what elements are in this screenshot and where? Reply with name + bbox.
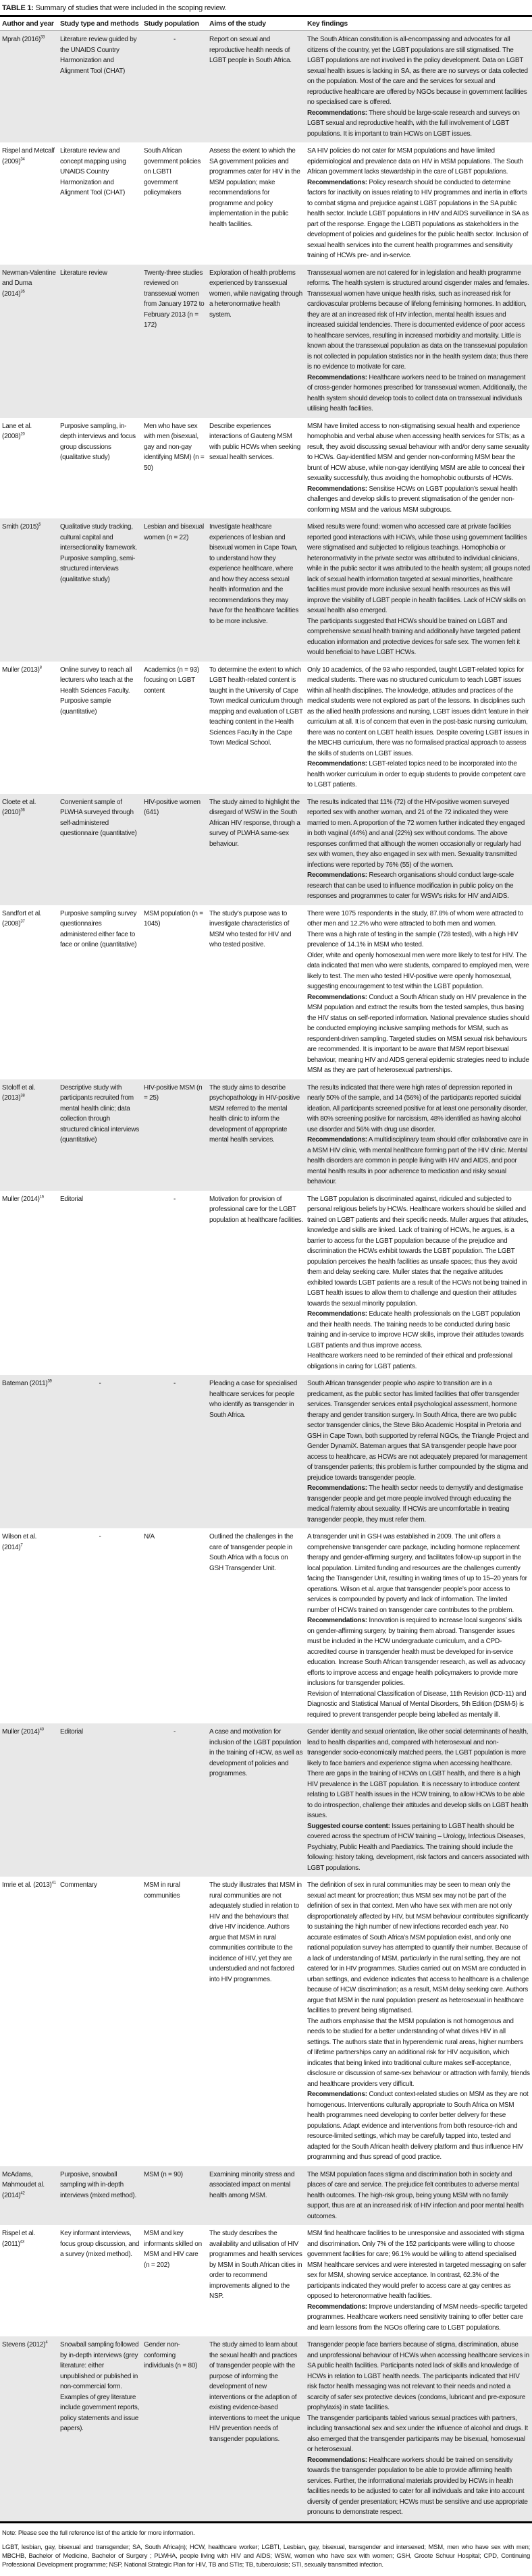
reference-number: 40 [39,1727,44,1732]
author-cell [0,1375,58,1528]
author-cell [0,794,58,905]
reference-number: 43 [20,2240,24,2245]
finding-paragraph [307,2413,530,2455]
recommendation-paragraph [307,373,530,414]
study-type-cell: Commentary [60,1881,97,1889]
study-population-cell: HIV-positive women (641) [142,794,207,905]
recommendation-label: Recommendations: [307,993,367,1001]
author-cell [0,265,58,418]
recommendation-label: Recommendations: [307,485,367,493]
recommendation-label: Recommendations: [307,178,367,186]
finding-text: MSM have limited access to non-stigmatising sexual health and experience homophobia and verbal abuse when accessing health services for STIs; as a result, they avoid discussing sexual behaviour with and/or deny same sexuality to HCWs. Gay-identified MSM and gender non-conforming MSM bear the brunt of HCW abuse, while non-gay identifying MSM are able to conceal their sexuality successfully, thus avoiding the homophobic outbursts of HCWs. [307,422,530,482]
reference-number: 33 [41,35,45,40]
aims-cell: The study illustrates that MSM in rural communities are not adequately studied in relation to HIV and the behaviours that drive HIV incidence. Authors argue that MSM in rural communities contribute to the incidence of HIV, yet they are understudied and not factored into HIV programmes. [209,1881,302,1983]
study-type-cell: Editorial [60,1195,83,1203]
aims-cell: Report on sexual and reproductive health needs of LGBT people in South Africa. [207,31,305,143]
key-findings-cell [305,662,532,794]
key-findings-cell [305,794,532,905]
studies-table [0,15,532,2523]
aims-cell: The study aims to describe psychopathology in HIV-positive MSM referred to the mental health clinic to inform the development of appropriate mental health services. [207,1079,305,1191]
finding-text: The results indicated that 11% (72) of the HIV-positive women surveyed reported sex with another woman, and 21 of the 72 indicated they were married to men. A proportion of the 72 women further indicated they engaged in both vaginal (44%) and anal (22%) sex without condoms. The above responses confirmed that although the women occasionally or regularly had sex with women, they also engaged in sex with men. Sexuality transmitted infections were reported by 76% (55) of the women. [307,798,525,869]
key-findings-cell [305,2166,532,2226]
study-type-cell: - [99,1533,101,1540]
aims-cell: Assess the extent to which the SA government policies and programmes cater for HIV in the MSM population; make recommendations for programme and policy implementation in the public health facilities. [209,147,300,228]
aims-cell: The study aimed to learn about the sexual health and practices of transgender people with the purpose of informing the development of new interventions or the adaption of existing evidence-based interventions to meet the unique HIV prevention needs of transgender populations. [207,2336,305,2522]
study-population-cell: - [173,1195,176,1203]
finding-paragraph [307,2340,530,2413]
reference-number: 38 [20,1094,25,1098]
study-population-cell: - [142,31,207,143]
author-year: Muller (2013) [2,666,40,674]
author-cell [0,1528,58,1723]
table-row [0,31,532,143]
study-population-cell: MSM in rural communities [144,1881,180,1900]
study-population-cell: South African government policies on LGBTI government policymakers [144,147,201,196]
finding-text: The health sector needs to demystify and destigmatise transgender people and get more people involved through educating the medical fraternity about sexuality. If HCWs are uncomfortable in treating transgender people, they must refer them. [307,1484,523,1524]
finding-paragraph [307,1727,530,1821]
table-row [0,1191,532,1376]
author-year: Rispel et al. (2011) [2,2230,35,2248]
study-population-cell: - [142,1375,207,1528]
finding-text: Healthcare workers need to be reminded of their ethical and professional obligations in caring for LGBT patients. [307,1352,512,1370]
key-findings-cell [305,31,532,143]
recommendation-label: Suggested course content: [307,1822,390,1830]
finding-paragraph [307,2170,530,2222]
study-population-cell: Twenty-three studies reviewed on transsexual women from January 1972 to February 2013 (n = 172) [142,265,207,418]
author-year: Sandfort et al. (2008) [2,909,42,928]
key-findings-cell [305,1723,532,1877]
finding-paragraph [307,1194,530,1310]
finding-paragraph [307,2228,530,2302]
finding-text: SA HIV policies do not cater for MSM populations and have limited epidemiological and prevalence data on HIV in MSM populations. The South African government lacks stewardship in the care of LGBT populations. [307,147,523,176]
study-population-cell: Gender non-conforming individuals (n = 80) [142,2336,207,2522]
table-caption-text: Summary of studies that were included in the scoping review. [35,4,227,12]
aims-cell: Describe experiences interactions of Gauteng MSM with public HCWs when seeking sexual health services. [209,422,301,461]
study-population-cell: HIV-positive MSM (n = 25) [142,1079,207,1191]
recommendation-paragraph [307,178,530,261]
recommendation-label: Recommendations: [307,2303,367,2311]
study-type-cell: Literature review [58,265,142,418]
reference-number: 4 [45,2340,48,2345]
finding-text: LGBT-related topics need to be incorporated into the health worker curriculum in order to equip students to provide competent care to LGBT patients. [307,760,526,788]
header-findings: Key findings [305,16,532,31]
reference-number: 7 [20,1543,23,1548]
table-row [0,1723,532,1877]
recommendation-paragraph [307,1821,530,1874]
finding-text: Innovation is required to increase local surgeons’ skills on gender-affirming surgery, by training them abroad. Transgender issues must be included in the HCW undergraduate curriculum, and a CPD-accredited course in transgender health must be developed for in-service education. Increase South African transgender research, as well as advocacy efforts to improve access and engage health policymakers to provide more inclusions for transgender policies. [307,1617,526,1687]
key-findings-cell [305,1877,532,2166]
recommendation-paragraph [307,1135,530,1187]
study-type-cell: Purposive, snowball sampling with in-depth interviews (mixed method). [58,2166,142,2226]
author-year: Stoloff et al. (2013) [2,1083,36,1102]
recommendation-paragraph [307,870,530,902]
study-population-cell: Academics (n = 93) focusing on LGBT content [144,666,199,695]
finding-text: The participants suggested that HCWs should be trained on LGBT and comprehensive sexual health training and additionally have targeted patient education information and protective devices for safe sex. The women felt it would beneficial to have LGBT HCWs. [307,617,521,656]
recommendation-label: Recommendations: [307,109,367,117]
recommendation-paragraph [307,1309,530,1351]
finding-text: The definition of sex in rural communities may be seen to mean only the sexual act meant for procreation; thus MSM sex may not be part of the definition of sex in that context. Men who have sex with men are not only disproportionately affected by HIV, but MSM behaviour contributes significantly to sustaining the high number of new infections recorded each year. No accurate estimates of South Africa’s MSM population exist, and only one national population survey has attempted to quantify their number. Because of a lack of understanding of MSM, particularly in the rural setting, they are not catered for in HIV programmes. Studies carried out on MSM are conducted in urban settings, and evidence indicates that access to healthcare is a challenge because of HCW discrimination; as a result, MSM delay seeking care. Authors argue that MSM in the rural population present as heterosexual in healthcare facilities to prevent being stigmatised. [307,1881,529,2014]
table-row [0,1079,532,1191]
recommendation-label: Recommendations: [307,2456,367,2464]
reference-number: 8 [39,666,42,670]
table-caption-label: TABLE 1: [2,4,34,12]
header-population: Study population [142,16,207,31]
abbreviations: LGBT, lesbian, gay, bisexual and transgender; SA, South Africa(n); HCW, healthcare worker; LGBTI, Lesbian, gay, bisexual, transgender and intersexed; MSM, men who have sex with men; MBCHB, Bachelor of Medicine, Bachelor of Surgery ; PLWHA, people living with HIV and AIDS; WSW, women who have sex with women; GSH, Groote Schuur Hospital; CPD, Continuing Professional Development programme; NSP, National Strategic Plan for HIV, TB and STIs; TB, tuberculosis; STI, sexually transmitted infection. [2,2543,530,2569]
finding-text: Healthcare workers should be trained on sensitivity towards the transgender population to be able to provide affirming health services. Further, the informational materials provided by HCWs in health facilities needs to be adjusted to cater for all individuals and take into account diversity of gender presentation; HCWs must be sensitive and use appropriate pronouns to demonstrate respect. [307,2456,528,2516]
author-year: Bateman (2011) [2,1380,48,1387]
recommendation-paragraph [307,2302,530,2334]
recommendation-paragraph [307,1615,530,1689]
reference-number: 35 [20,290,25,294]
table-row [0,1528,532,1723]
study-type-cell: Convenient sample of PLWHA surveyed through self-administered questionnaire (quantitative) [58,794,142,905]
author-year: Stevens (2012) [2,2341,46,2349]
finding-paragraph [307,522,530,616]
table-row [0,142,532,265]
author-year: Mprah (2016) [2,36,41,43]
finding-paragraph [307,289,530,373]
author-year: McAdams, Mahmoudet al. (2014) [2,2170,45,2199]
key-findings-cell [305,142,532,265]
author-year: Cloete et al. (2010) [2,798,36,816]
key-findings-cell [305,1191,532,1376]
finding-text: Transsexual women have unique health risks, such as increased risk for cardiovascular problems because of lifelong feminising hormones. In addition, they are at an increased risk of HIV infection, mental health issues and increased suicidal tendencies. There is documented evidence of poor access to healthcare services, resulting in increased morbidity and mortality. Little is known about the transsexual population as data on the transsexual population is not collected in population statistics nor in the health system data; thus there is no evidence to motivate for care. [307,290,529,371]
header-aims: Aims of the study [207,16,305,31]
table-row [0,518,532,662]
author-year: Wilson et al. (2014) [2,1533,37,1551]
study-type-cell: Literature review and concept mapping using UNAIDS Country Harmonization and Alignment Tool (CHAT) [60,147,126,196]
key-findings-cell [305,2336,532,2522]
author-year: Lane et al. (2008) [2,422,32,440]
study-type-cell: Descriptive study with participants recruited from mental health clinic; data collection through structured clinical interviews (quantitative) [58,1079,142,1191]
table-row [0,794,532,905]
recommendation-paragraph [307,2455,530,2518]
study-type-cell: Purposive sampling survey questionnaires administered either face to face or online (quantitative) [60,909,137,948]
reference-number: 16 [39,1195,44,1200]
finding-paragraph [307,616,530,658]
finding-text: The transgender participants tabled various sexual practices with partners, including transactional sex and sex under the influence of alcohol and drugs. It also emerged that the transgender participants may be bisexual, homosexual or heterosexual. [307,2414,528,2453]
recommendation-paragraph [307,2089,530,2163]
finding-paragraph [307,146,530,178]
reference-number: 36 [20,808,25,813]
author-year: Muller (2014) [2,1195,40,1203]
study-type-cell: Key informant interviews, focus group discussion, and a survey (mixed method). [60,2230,140,2258]
author-cell [0,518,58,662]
aims-cell: Motivation for provision of professional care for the LGBT population at healthcare facilities. [209,1195,303,1224]
recommendation-label: Recommendations: [307,2091,367,2098]
study-type-cell: - [58,1375,142,1528]
finding-text: Gender identity and sexual orientation, like other social determinants of health, lead to health disparities and, compared with heterosexual and non-transgender socio-economically matched peers, the LGBT population is more likely to face barriers and experience stigma when accessing healthcare. There are gaps in the training of HCWs on LGBT health, and there is a high HIV prevalence in the LGBT population. It is necessary to introduce content relating to LGBT health issues in the HCW training, to allow HCWs to be able to do introspection, challenge their attitudes and develop skills on LGBT health issues. [307,1728,529,1819]
finding-text: A transgender unit in GSH was established in 2009. The unit offers a comprehensive transgender care package, including hormone replacement therapy and gender-affirming surgery, and facilitates follow-up support in the local population. Limited funding and resources are the challenges currently facing the Transgender Unit, resulting in waiting times of up to 15–20 years for operations. Wilson et al. argue that transgender people’s poor access to services is compounded by poverty and lack of information. The limited number of HCWs trained on transgender care contributes to the problem. [307,1533,527,1614]
finding-text: Transgender people face barriers because of stigma, discrimination, abuse and unprofessional behaviour of HCWs when accessing healthcare services in SA public health facilities. Participants noted lack of skills and knowledge of HCWs in relation to LGBT health needs. The participants indicated that HIV risk factor health messaging was not relevant to their needs and noted a scarcity of safer sex protective devices (condoms, lubricant and pre-exposure prophylaxis) in state facilities. [307,2341,529,2411]
author-cell [0,1079,58,1191]
author-cell [0,2225,58,2336]
key-findings-cell [305,2225,532,2336]
study-population-cell: Men who have sex with men (bisexual, gay and non-gay identifying MSM) (n = 50) [144,422,205,472]
author-cell [0,905,58,1079]
author-cell [0,1877,58,2166]
finding-paragraph [307,1351,530,1372]
recommendation-label: Recommendations: [307,760,367,768]
recommendation-label: Recommendations: [307,1617,367,1624]
finding-text: Sensitise HCWs on LGBT population’s sexual health challenges and develop skills to prevent stigmatisation of the gender non-conforming MSM and the various MSM subgroups. [307,485,518,514]
study-population-cell: MSM and key informants skilled on MSM and HIV care (n = 202) [144,2230,202,2269]
table-row [0,418,532,519]
finding-text: A multidisciplinary team should offer collaborative care in a MSM HIV clinic, with mental healthcare forming part of the HIV clinic. Mental health disorders are common in people living with HIV and AIDS, and poor mental health results in poor adherence to medication and risky sexual behaviour. [307,1136,529,1185]
finding-text: There were 1075 respondents in the study, 87.8% of whom were attracted to other men and 12.2% who were attracted to both men and women. [307,909,524,928]
table-note: Note: Please see the full reference list of the article for more information. [2,2529,195,2537]
author-year: Smith (2015) [2,523,39,531]
finding-text: MSM find healthcare facilities to be unresponsive and associated with stigma and discrimination. Only 7% of the 152 participants were willing to choose government facilities for care; 96.1% would be willing to attend specialised MSM healthcare services and were interested in targeted messaging on safer sex for MSM, showing service acceptance. In contrast, 62.3% of the participants indicated they would prefer to access care at gay centres as opposed to heteronormative health facilities. [307,2230,527,2300]
aims-cell: The study describes the availability and utilisation of HIV programmes and health services by MSM in South African cities in order to recommend improvements aligned to the NSP. [209,2230,302,2300]
recommendation-label: Recommendations: [307,1484,367,1492]
finding-text: Healthcare workers need to be trained on management of cross-gender hormones prescribed for transsexual women. Additionally, the health system should develop tools to collect data on transsexual individuals utilising health facilities. [307,373,527,412]
finding-text: The authors emphasise that the MSM population is not homogenous and needs to be studied for a better understanding of what drives HIV in all settings. The authors state that in hyperendemic rural areas, higher numbers of lifetime partnerships carry an additional risk for HIV acquisition, which indicates that being linked into traditional culture makes self-acceptance, disclosure or discussion of same-sex behaviour or attraction with family, friends and healthcare providers very difficult. [307,2017,530,2088]
aims-cell: Pleading a case for specialised healthcare services for people who identify as transgender in South Africa. [207,1375,305,1528]
finding-paragraph [307,1532,530,1615]
finding-text: Revision of International Classification of Disease, 11th Revision (ICD-11) and Diagnostic and Statistical Manual of Mental Disorders, 5th Edition (DSM-5) is required to prevent transgender people being labelled as mentally ill. [307,1690,527,1719]
author-year: Rispel and Metcalf (2009) [2,147,55,165]
finding-text: South African transgender people who aspire to transition are in a predicament, as the public sector has limited facilities that offer transgender services. Transgender services entail psychological assessment, hormone therapy and gender transition surgery. In South Africa, there are two public sector transgender clinics, the Steve Biko Academic Hospital in Pretoria and GSH in Cape Town, both supported by referral NGOs, the Triangle Project and Gender DynamiX. Bateman argues that SA transgender people have poor access to healthcare, as HCWs are not adequately prepared for management of transgender patients; this problem is further compounded by the stigma and prejudice towards transgender people. [307,1380,529,1482]
finding-text: There should be large-scale research and surveys on LGBT sexual and reproductive health, with the full involvement of LGBT populations. It is important to train HCWs on LGBT issues. [307,109,520,138]
recommendation-paragraph [307,1483,530,1525]
table-row [0,662,532,794]
finding-text: The South African constitution is all-encompassing and advocates for all citizens of the country, yet the LGBT populations are still stigmatised. The LGBT populations are not involved in the policy development. Data on LGBT sexual health issues is lacking in SA, as there are no surveys or data collected on the population. Most of the care and the services for sexual and reproductive healthcare are offered by NGOs because in government facilities no specialised care is offered. [307,36,528,106]
table-row [0,265,532,418]
table-row [0,1375,532,1528]
finding-text: Conduct a South African study on HIV prevalence in the MSM population and extract the results from the tested samples, thus basing the HIV status on self-reported information. National prevalence studies should be conducted employing inclusive sampling methods for MSM, such as respondent-driven sampling. Targeted studies on MSM sexual risk behaviours are recommended. It is important to be aware that MSM report bisexual behaviour, meaning HIV and AIDS general epidemic strategies need to include MSM as they are part of heterosexual partnerships. [307,993,529,1074]
study-type-cell: Snowball sampling followed by in-depth interviews (grey literature: either unpublished or published in non-commercial form. Examples of grey literature include government reports, policy statements and issue papers). [58,2336,142,2522]
author-cell [0,31,58,143]
reference-number: 34 [20,157,25,162]
key-findings-cell [305,518,532,662]
finding-paragraph [307,950,530,992]
author-year: Muller (2014) [2,1728,40,1736]
aims-cell: Investigate healthcare experiences of lesbian and bisexual women in Cape Town, to understand how they experience healthcare, where and how they access sexual health information and the recommendations they may have for the healthcare facilities to be more inclusive. [207,518,305,662]
recommendation-label: Recommendations: [307,871,367,879]
finding-paragraph [307,1689,530,1721]
finding-text: Only 10 academics, of the 93 who responded, taught LGBT-related topics for medical students. There was no structured curriculum to teach LGBT issues within all health disciplines. The knowledge, attitudes and practices of the medical students were not explored as part of the lessons. In disciplines such as the allied health professions and nursing, LGBT issues didn’t feature in their curriculum at all. It is of concern that even in the post-basic nursing curriculum, there was no content on LGBT health issues. Despite covering LGBT issues in the MBCHB curriculum, there was no formalised practical approach to assess the skills of students on LGBT issues. [307,666,529,757]
recommendation-label: Recommendations: [307,373,367,381]
key-findings-cell [305,418,532,519]
author-cell [0,418,58,519]
finding-text: Educate health professionals on the LGBT population and their health needs. The training needs to be conducted during basic training and in-service to improve HCW skills, improve their attitudes towards LGBT patients and thus improve access. [307,1310,524,1349]
aims-cell: To determine the extent to which LGBT health-related content is taught in the University of Cape Town medical curriculum through mapping and evaluation of LGBT teaching content in the Health Sciences Faculty in the Cape Town Medical School. [209,666,303,747]
table-row [0,2336,532,2522]
aims-cell: Outlined the challenges in the care of transgender people in South Africa with a focus on GSH Transgender Unit. [209,1533,294,1572]
finding-text: Improve understanding of MSM needs–specific targeted programmes. Healthcare workers need sensitivity training to offer better care and learn lessons from the NGOs offering care to LGBT populations. [307,2303,528,2332]
author-cell [0,1723,58,1877]
study-population-cell: - [142,1723,207,1877]
study-population-cell: N/A [144,1533,155,1540]
finding-paragraph [307,421,530,484]
study-population-cell: MSM (n = 90) [142,2166,207,2226]
finding-paragraph [307,797,530,871]
table-body [0,31,532,2523]
recommendation-label: Recommendations: [307,1136,367,1144]
key-findings-cell [305,1528,532,1723]
author-cell [0,662,58,794]
study-type-cell: Literature review guided by the UNAIDS Country Harmonization and Alignment Tool (CHAT) [58,31,142,143]
recommendation-label: Recommendations: [307,1310,367,1318]
aims-cell: Exploration of health problems experienced by transsexual women, while navigating through a heteronormative health system. [207,265,305,418]
header-study-type: Study type and methods [58,16,142,31]
author-cell [0,142,58,265]
reference-number: 41 [51,1881,56,1885]
table-row [0,1877,532,2166]
table-caption [0,0,532,15]
recommendation-paragraph [307,484,530,516]
author-cell [0,2166,58,2226]
finding-text: Policy research should be conducted to determine factors for inactivity on issues relating to HIV programmes and inertia in efforts to combat stigma and prejudice against LGBT populations in the SA public health sector. Include LGBT populations in HIV and AIDS surveillance in SA as part of the response. Engage the LGBTI populations as stakeholders in the development of policies and guidelines for the public health sector. Inclusion of sexual health services into the current health programmes and sensitivity training of HCWs pre- and in-service. [307,178,529,259]
key-findings-cell [305,905,532,1079]
finding-text: Mixed results were found: women who accessed care at private facilities reported good interactions with HCWs, while those using government facilities were stigmatised and subjected to religious teachings. Homophobia or heteronormativity in the private sector was attributed to individual clinicians, while in the public sector it was attributed to the health system; all groups noted lack of sexual health information targeted at sexual minorities, healthcare facilities must provide more inclusive sexual health resources as this will improve the visibility of LGBT people in health facilities. Lack of HCW skills on sexual health also emerged. [307,523,530,614]
table-row [0,2166,532,2226]
aims-cell: The study’s purpose was to investigate characteristics of MSM who tested for HIV and who tested positive. [209,909,292,948]
aims-cell: A case and motivation for inclusion of the LGBT population in the training of HCW, as well as development of policies and programmes. [207,1723,305,1877]
reference-number: 37 [20,919,25,924]
study-type-cell: Editorial [58,1723,142,1877]
aims-cell: The study aimed to highlight the disregard of WSW in the South African HIV response, through a survey of PLWHA same-sex behaviour. [207,794,305,905]
table-row [0,2225,532,2336]
reference-number: 42 [20,2191,25,2196]
finding-text: The results indicated that there were high rates of depression reported in nearly 50% of the sample, and 14 (56%) of the participants reported suicidal ideation. All participants screened positive for at least one personality disorder, with 80% screening positive for narcissism, 48% identified as having alcohol use disorder and 56% with drug use disorder. [307,1083,528,1133]
finding-paragraph [307,665,530,759]
finding-text: Issues pertaining to LGBT health should be covered across the spectrum of HCW training – Urology, Infectious Diseases, Psychiatry, Public Health and Paediatrics. The training should include the following: history taking, development, risk factors and cancers associated with LGBT populations. [307,1822,529,1872]
finding-text: Older, white and openly homosexual men were more likely to test for HIV. The data indicated that men who were students, compared to employed men, were likely to test. The men who tested HIV-positive were openly homosexual, suggesting encouragement to test within the LGBT population. [307,951,529,990]
reference-number: 5 [38,522,41,527]
finding-paragraph [307,1083,530,1135]
finding-text: Research organisations should conduct large-scale research that can be used to influence modification in public policy on the responses and programmes to cater for WSW’s risks for HIV and AIDS. [307,871,514,900]
finding-paragraph [307,268,530,289]
finding-text: Transsexual women are not catered for in legislation and health programme reforms. The health system is structured around cisgender males and females. [307,269,529,287]
aims-cell: Examining minority stress and associated impact on mental health among MSM. [207,2166,305,2226]
author-cell [0,1191,58,1376]
finding-paragraph [307,930,530,950]
finding-paragraph [307,34,530,108]
recommendation-paragraph [307,992,530,1076]
author-cell [0,2336,58,2522]
reference-number: 20 [20,432,25,437]
finding-text: Conduct context-related studies on MSM as they are not homogenous. Interventions culturally appropriate to South Africa on MSM health programmes need developing to confer better delivery for these populations. Adapt evidence and interventions from both resource-rich and resource-limited settings, which may be carefully tapped into, tested and adapted for the South African health delivery platform and thus influence HIV programming and thus spread of good practice. [307,2091,529,2161]
table-row [0,905,532,1079]
header-author: Author and year [0,16,58,31]
finding-paragraph [307,1880,530,2016]
author-year: Imrie et al. (2013) [2,1881,52,1889]
recommendation-paragraph [307,759,530,790]
study-population-cell: Lesbian and bisexual women (n = 22) [142,518,207,662]
recommendation-paragraph [307,108,530,140]
finding-text: The LGBT population is discriminated against, ridiculed and subjected to personal religious beliefs by HCWs. Healthcare workers should be skilled and trained on LGBT patients and their specific needs. Muller argues that attitudes, knowledge and skills are linked. Lack of training of HCWs, he argues, is a barrier to access for the LGBT population because of the prejudice and discrimination the HCWs exhibit towards the LGBT population. The LGBT population perceives the health facilities as unsafe spaces; thus they avoid them and delay seeking care. Muller states that the negative attitudes exhibited towards LGBT patients are a result of the HCWs not being trained in LGBT health issues to allow them to challenge and question their attitudes towards the sexual minority population. [307,1195,529,1308]
table-header-row [0,16,532,31]
finding-text: There was a high rate of testing in the sample (728 tested), with a high HIV prevalence of 14.1% in MSM who tested. [307,930,518,948]
author-year: Newman-Valentine and Duma (2014) [2,269,56,298]
key-findings-cell [305,1375,532,1528]
key-findings-cell [305,265,532,418]
finding-paragraph [307,909,530,930]
finding-paragraph [307,1378,530,1483]
reference-number: 39 [47,1379,52,1384]
study-type-cell: Qualitative study tracking, cultural capital and intersectionality framework. Purposive sampling, semi-structured interviews (qualitative study) [58,518,142,662]
finding-text: The MSM population faces stigma and discrimination both in society and places of care and service. The prejudice felt contributes to adverse mental health outcomes. The high-risk group, being young MSM with no family support, thus are at an increased risk of HIV infection and poor mental health outcomes. [307,2170,524,2220]
study-population-cell: MSM population (n = 1045) [144,909,203,928]
study-type-cell: Purposive sampling, in-depth interviews and focus group discussions (qualitative study) [60,422,136,461]
finding-paragraph [307,2016,530,2090]
key-findings-cell [305,1079,532,1191]
study-type-cell: Online survey to reach all lecturers who teach at the Health Sciences Faculty. Purposive sample (quantitative) [60,666,134,716]
